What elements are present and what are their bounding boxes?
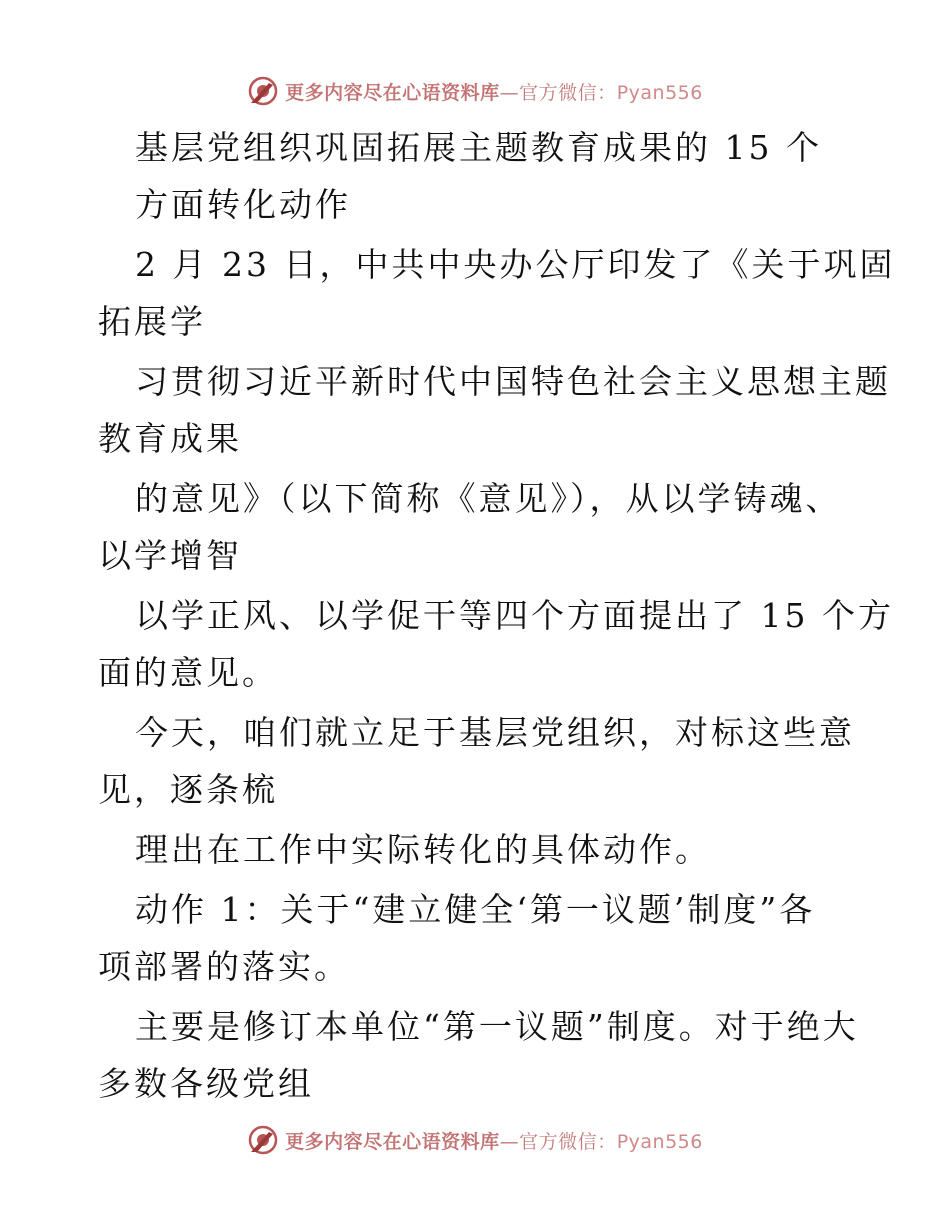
paragraph-line: 项部署的落实。 xyxy=(98,947,350,986)
watermark-text: 更多内容尽在心语资料库—官方微信：Pyan556 xyxy=(285,1130,703,1153)
paragraph-line: 动作 1：关于“建立健全‘第一议题’制度”各 xyxy=(135,890,816,929)
paragraph-line: 今天，咱们就立足于基层党组织，对标这些意 xyxy=(135,713,855,752)
paragraph-line: 习贯彻习近平新时代中国特色社会主义思想主题 xyxy=(135,362,891,401)
paragraph-line: 主要是修订本单位“第一议题”制度。对于绝大 xyxy=(135,1007,859,1046)
paragraph-line: 教育成果 xyxy=(98,419,242,458)
paragraph-line: 以学正风、以学促干等四个方面提出了 15 个方 xyxy=(135,596,894,635)
header-watermark xyxy=(0,71,950,111)
title-line-1: 基层党组织巩固拓展主题教育成果的 15 个 xyxy=(135,128,822,167)
paragraph-line: 以学增智 xyxy=(98,536,242,575)
paragraph-line: 理出在工作中实际转化的具体动作。 xyxy=(135,830,711,869)
paragraph-line: 2 月 23 日，中共中央办公厅印发了《关于巩固 xyxy=(135,245,896,284)
title-line-2: 方面转化动作 xyxy=(135,185,351,224)
watermark-text: 更多内容尽在心语资料库—官方微信：Pyan556 xyxy=(285,81,703,104)
paragraph-line: 见，逐条梳 xyxy=(98,770,278,809)
quill-logo-icon xyxy=(247,1124,279,1156)
paragraph-line: 面的意见。 xyxy=(98,653,278,692)
paragraph-line: 的意见》（以下简称《意见》），从以学铸魂、 xyxy=(135,479,842,518)
footer-watermark xyxy=(0,1120,950,1160)
paragraph-line: 拓展学 xyxy=(98,302,206,341)
paragraph-line: 多数各级党组 xyxy=(98,1064,314,1103)
quill-logo-icon xyxy=(247,75,279,107)
